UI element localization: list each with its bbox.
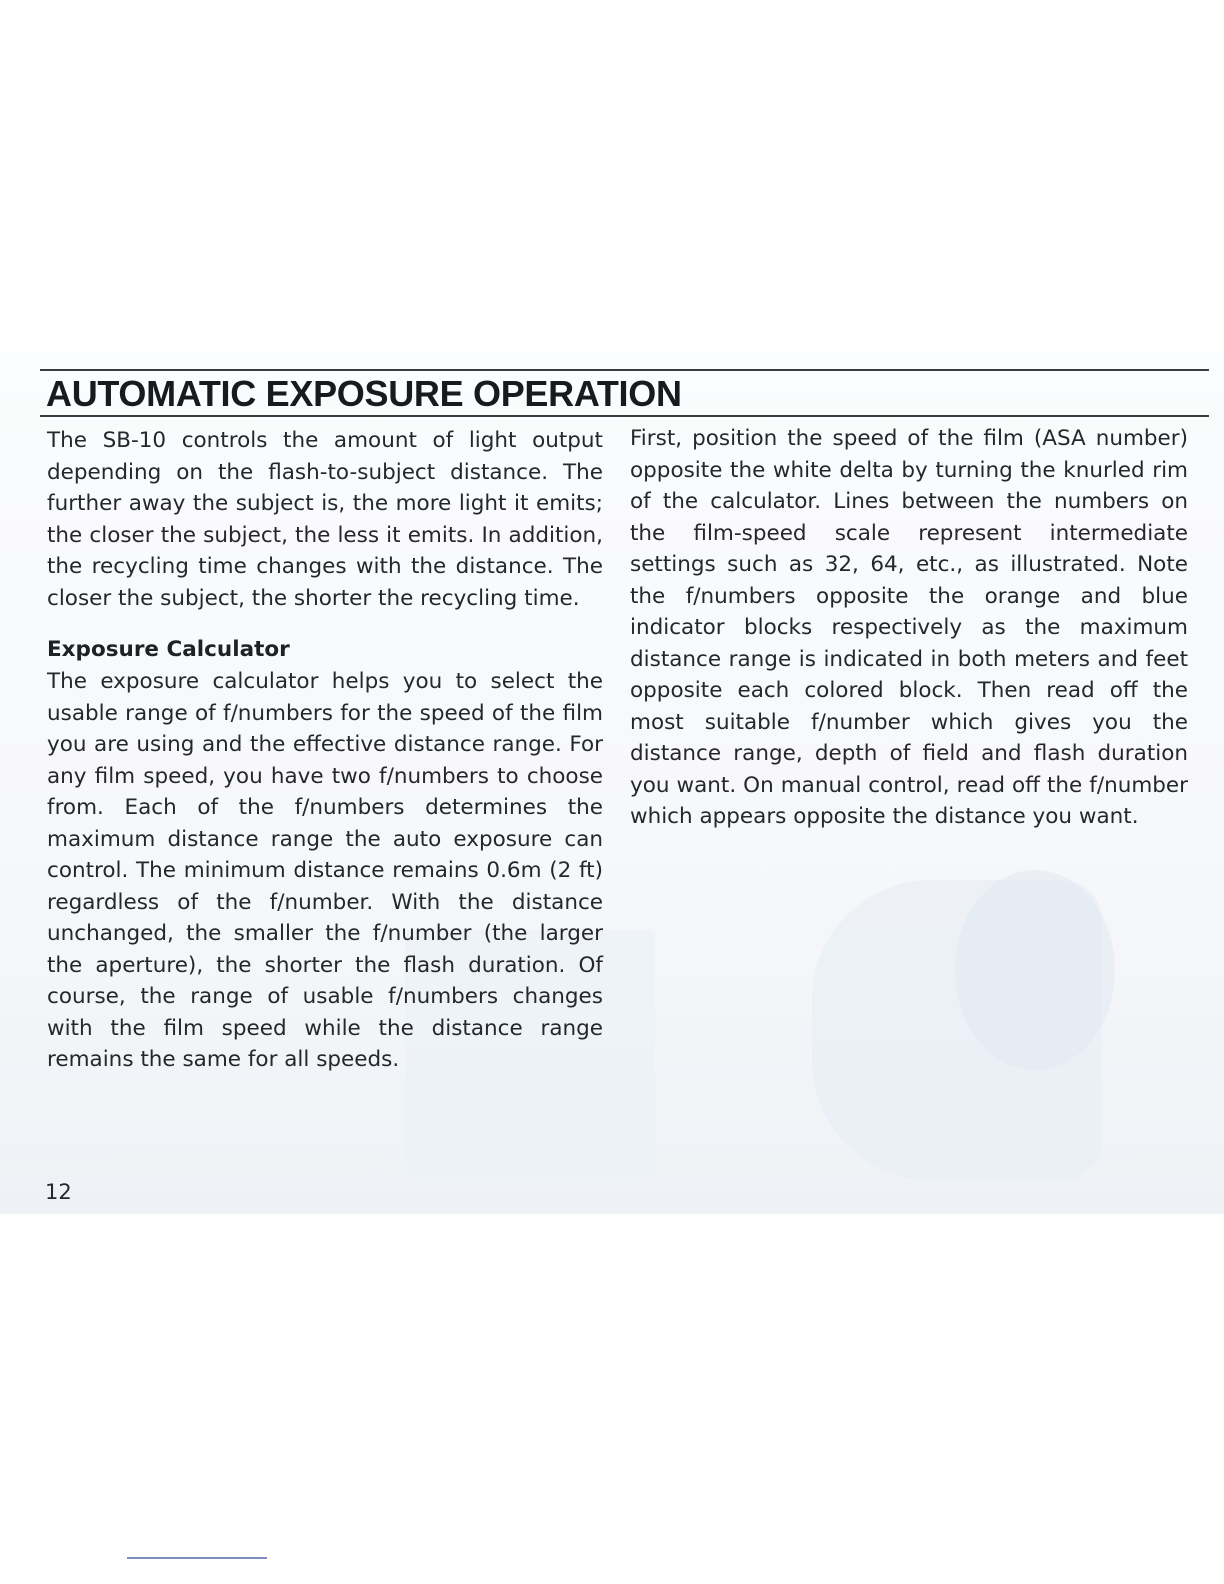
calculator-paragraph: The exposure calculator helps you to select the usable range of f/numbers for the speed of the film you are using and the effective distance range. For any film speed, you have two f/numbers to choose from. Each of the f/numbers determines the maximum distance range the auto exposure can control. The minimum distance remains 0.6m (2 ft) regardless of the f/number. With the distance unchanged, the smaller the f/number (the larger the aperture), the shorter the flash duration. Of course, the range of usable f/numbers changes with the film speed while the distance range remains the same for all speeds. — [47, 669, 603, 1072]
footer-line — [127, 1557, 267, 1559]
bleed-through-shape — [955, 870, 1115, 1070]
page-title: AUTOMATIC EXPOSURE OPERATION — [46, 373, 682, 414]
page-number: 12 — [45, 1180, 72, 1204]
title-rule-top — [40, 369, 1209, 371]
right-column — [630, 423, 1188, 833]
intro-paragraph: The SB-10 controls the amount of light output depending on the flash-to-subject distance. The further away the subject is, the more light it emits; the closer the subject, the less it emits. In addition, the recycling time changes with the distance. The closer the subject, the shorter the recycling time. — [47, 428, 603, 611]
section-subheading: Exposure Calculator — [47, 637, 290, 662]
title-rule-bottom — [40, 415, 1209, 417]
instructions-paragraph: First, position the speed of the film (ASA number) opposite the white delta by turning the knurled rim of the calculator. Lines between the numbers on the film-speed scale represent intermediate settings such as 32, 64, etc., as illustrated. Note the f/numbers opposite the orange and blue indicator blocks respectively as the maximum distance range is indicated in both meters and feet opposite each colored block. Then read off the most suitable f/number which gives you the distance range, depth of field and flash duration you want. On manual control, read off the f/number which appears opposite the distance you want. — [630, 426, 1188, 829]
left-column — [47, 425, 603, 1076]
